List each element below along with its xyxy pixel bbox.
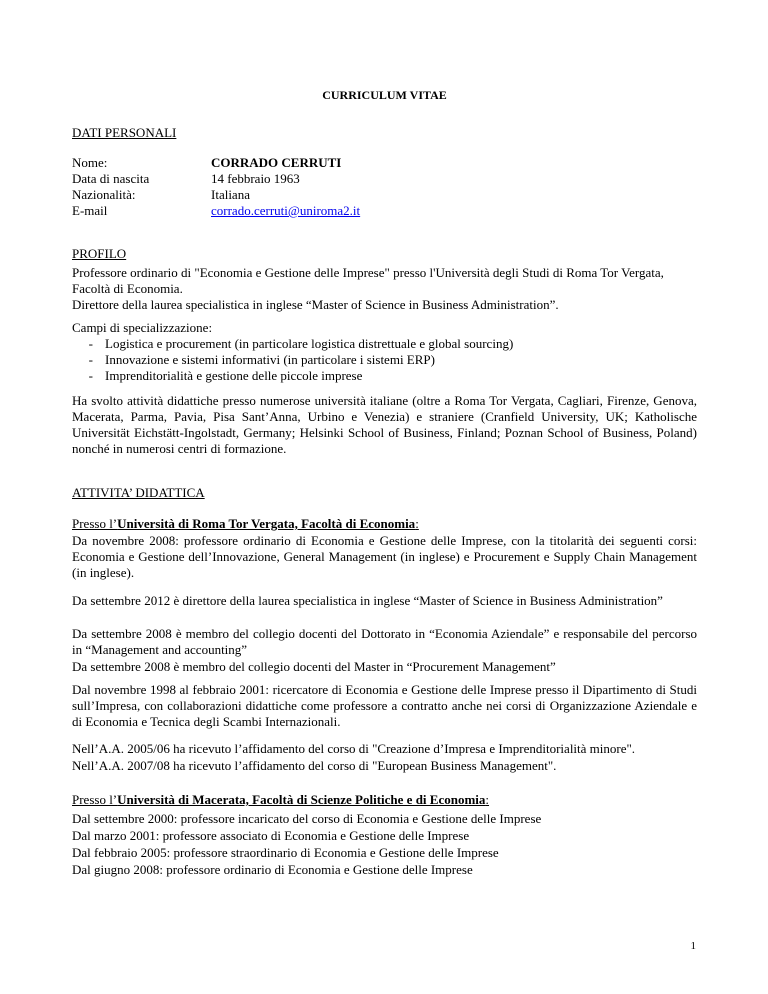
info-label: E-mail — [72, 203, 108, 218]
specializations — [72, 320, 697, 384]
info-row-birthdate — [72, 171, 360, 187]
info-label: Data di nascita — [72, 171, 150, 186]
list-item: - Innovazione e sistemi informativi (in particolare i sistemi ERP) — [72, 352, 697, 368]
rome-university-heading: Presso l’Università di Roma Tor Vergata, Facoltà di Economia: — [72, 516, 419, 531]
profile-heading: PROFILO — [72, 246, 127, 261]
info-label: Nome: — [72, 155, 108, 170]
macerata-university-heading: Presso l’Università di Macerata, Facoltà di Scienze Politiche e di Economia: — [72, 792, 490, 807]
profile-paragraph — [72, 265, 697, 313]
page-number: 1 — [690, 940, 696, 952]
list-item: Dal settembre 2000: professore incaricato del corso di Economia e Gestione delle Imprese — [72, 811, 542, 826]
list-dash: - — [88, 352, 93, 367]
document-title: CURRICULUM VITAE — [322, 88, 447, 102]
rome-master-board: Da settembre 2008 è membro del collegio docenti del Master in “Procurement Management” — [72, 659, 556, 674]
info-row-name — [72, 155, 360, 171]
rome-msc-director: Da settembre 2012 è direttore della laurea specialistica in inglese “Master of Science in Business Administration” — [72, 593, 663, 608]
specializations-list — [72, 336, 697, 384]
rome-full-professor: Da novembre 2008: professore ordinario di Economia e Gestione delle Imprese, con la titolarità dei seguenti corsi: Economia e Gestione dell’Innovazione, General Management (in inglese) e Procurement e Supply Chain Management (in inglese). — [72, 533, 697, 580]
rome-researcher: Dal novembre 1998 al febbraio 2001: ricercatore di Economia e Gestione delle Imprese presso il Dipartimento di Studi sull’Impresa, con collaborazioni didattiche come professore a contratto anche nei corsi di Organizzazione Aziendale e di Economia e Tecnica degli Scambi Internazionali. — [72, 682, 697, 729]
info-row-email — [72, 203, 360, 219]
info-value-name: CORRADO CERRUTI — [211, 155, 342, 170]
list-item: Dal marzo 2001: professore associato di Economia e Gestione delle Imprese — [72, 828, 470, 843]
personal-data-heading: DATI PERSONALI — [72, 125, 177, 140]
profile-director: Direttore della laurea specialistica in inglese “Master of Science in Business Administration”. — [72, 297, 559, 312]
rome-course-2005: Nell’A.A. 2005/06 ha ricevuto l’affidamento del corso di "Creazione d’Impresa e Imprenditorialità minore". — [72, 741, 636, 756]
rome-phd-board: Da settembre 2008 è membro del collegio docenti del Dottorato in “Economia Aziendale” e responsabile del percorso in “Management and accounting” — [72, 626, 697, 657]
info-label: Nazionalità: — [72, 187, 136, 202]
macerata-career-list — [72, 810, 697, 878]
info-row-nationality — [72, 187, 360, 203]
list-item: - Logistica e procurement (in particolare logistica distrettuale e global sourcing) — [72, 336, 697, 352]
list-dash: - — [88, 368, 93, 383]
teaching-experience-paragraph: Ha svolto attività didattiche presso numerose università italiane (oltre a Roma Tor Vergata, Cagliari, Firenze, Genova, Macerata, Parma, Pavia, Pisa Sant’Anna, Urbino e Venezia) e straniere (Cranfield University, UK; Katholische Universität Eichstätt-Ingolstadt, Germany; Helsinki School of Business, Finland; Poznan School of Business, Poland) nonché in numerosi centri di formazione. — [72, 393, 697, 456]
specializations-title: Campi di specializzazione: — [72, 320, 213, 335]
info-value-nationality: Italiana — [211, 187, 250, 202]
profile-role: Professore ordinario di "Economia e Gestione delle Imprese" presso l'Università degli Studi di Roma Tor Vergata, Facoltà di Economia. — [72, 265, 664, 296]
rome-university-name: Università di Roma Tor Vergata, Facoltà di Economia — [117, 516, 416, 531]
document-page — [72, 0, 697, 994]
list-dash: - — [88, 336, 93, 351]
list-item: Dal giugno 2008: professore ordinario di Economia e Gestione delle Imprese — [72, 862, 473, 877]
list-item: - Imprenditorialità e gestione delle piccole imprese — [72, 368, 697, 384]
personal-info-table — [72, 155, 360, 219]
macerata-university-name: Università di Macerata, Facoltà di Scienze Politiche e di Economia — [117, 792, 486, 807]
rome-course-2007: Nell’A.A. 2007/08 ha ricevuto l’affidamento del corso di "European Business Management". — [72, 758, 557, 773]
info-value-birthdate: 14 febbraio 1963 — [211, 171, 300, 186]
email-link[interactable]: corrado.cerruti@uniroma2.it — [211, 203, 361, 218]
list-item: Dal febbraio 2005: professore straordinario di Economia e Gestione delle Imprese — [72, 845, 499, 860]
didactic-heading: ATTIVITA’ DIDATTICA — [72, 485, 205, 500]
